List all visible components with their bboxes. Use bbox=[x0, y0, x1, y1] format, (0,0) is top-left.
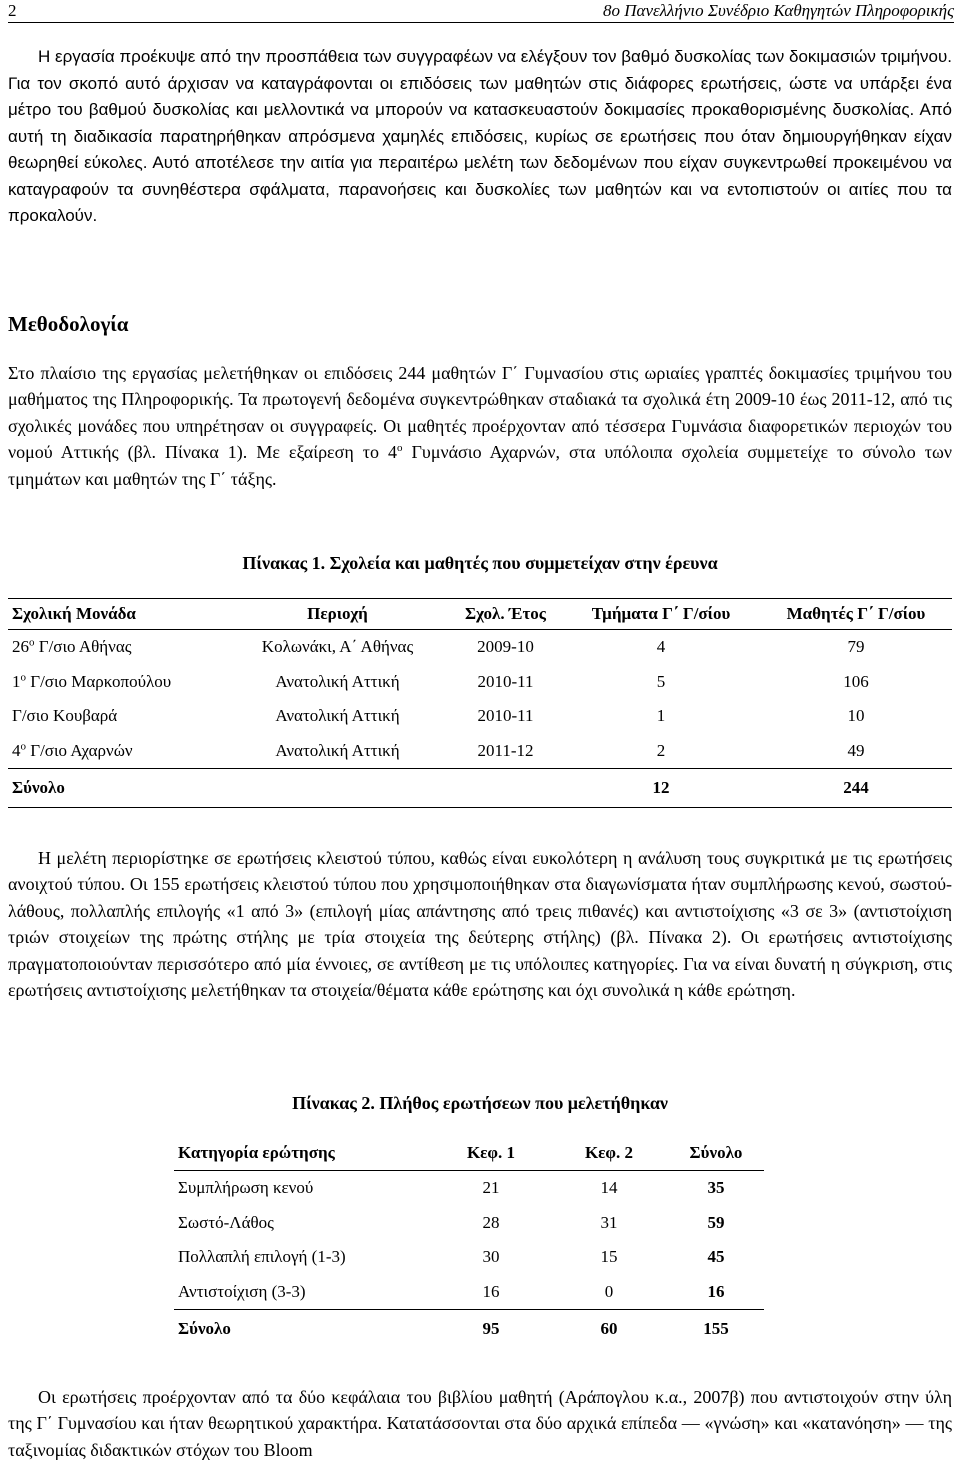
total-label: Σύνολο bbox=[8, 769, 226, 808]
students-cell: 49 bbox=[847, 740, 865, 760]
table-row bbox=[8, 699, 952, 734]
table2 bbox=[174, 1136, 764, 1348]
year-cell: 2011-12 bbox=[477, 740, 534, 760]
table-row bbox=[174, 1240, 764, 1275]
year-cell: 2009-10 bbox=[477, 637, 534, 657]
conference-title: 8ο Πανελλήνιο Συνέδριο Καθηγητών Πληροφορικής bbox=[603, 1, 954, 20]
empty-cell bbox=[449, 769, 562, 808]
classes-cell: 4 bbox=[656, 637, 666, 657]
table2-header-ch1: Κεφ. 1 bbox=[432, 1136, 550, 1171]
table2-header-ch2: Κεφ. 2 bbox=[550, 1136, 668, 1171]
questions-paragraph: Η μελέτη περιορίστηκε σε ερωτήσεις κλειστού τύπου, καθώς είναι ευκολότερη η ανάλυση τους συγκριτικά με τις ερωτήσεις ανοιχτού τύπου. Οι 155 ερωτήσεις κλειστού τύπου που χρησιμοποιήθηκαν στα διαγωνίσματα ήταν συμπλήρωσης κενού, σωστού-λάθους, πολλαπλής επιλογής «1 από 3» (επιλογή μίας απάντησης από τρεις πιθανές) και αντιστοίχισης «3 σε 3» (αντιστοίχιση τριών στοιχείων της πρώτης στήλης με τρία στοιχεία της δεύτερης στήλης) (βλ. Πίνακα 2). Οι ερωτήσεις αντιστοίχισης πραγματοποιούνταν περισσότερο από μία έννοιες, σε αντίθεση με τις υπόλοιπες κατηγορίες. Για να είναι δυνατή η σύγκριση, στις ερωτήσεις αντιστοίχισης μελετήθηκαν τα στοιχεία/θέματα κάθε ερώτησης και όχι συνολικά η κάθε ερώτηση. bbox=[8, 848, 952, 1001]
category-cell: Πολλαπλή επιλογή (1-3) bbox=[178, 1247, 346, 1267]
students-cell: 10 bbox=[847, 706, 865, 726]
table-row bbox=[8, 734, 952, 769]
intro-section bbox=[8, 44, 952, 230]
area-cell: Κολωνάκι, Α΄ Αθήνας bbox=[261, 637, 414, 657]
ch2-cell: 0 bbox=[604, 1281, 614, 1301]
ch2-cell: 14 bbox=[600, 1178, 618, 1198]
ch1-cell: 30 bbox=[482, 1247, 500, 1267]
table1-header-year: Σχολ. Έτος bbox=[449, 599, 562, 630]
ch1-cell: 28 bbox=[482, 1212, 500, 1232]
total-cell: 59 bbox=[707, 1212, 725, 1232]
table-row bbox=[8, 665, 952, 700]
methodology-heading: Μεθοδολογία bbox=[8, 312, 129, 336]
year-cell: 2010-11 bbox=[477, 671, 534, 691]
page-header bbox=[8, 0, 954, 23]
table1 bbox=[8, 598, 952, 808]
total-classes: 12 bbox=[562, 769, 760, 808]
year-cell: 2010-11 bbox=[477, 706, 534, 726]
final-paragraph: Οι ερωτήσεις προέρχονταν από τα δύο κεφάλαια του βιβλίου μαθητή (Αράπογλου κ.α., 2007β) που αντιστοιχούν στην ύλη της Γ΄ Γυμνασίου και ήταν θεωρητικού χαρακτήρα. Κατατάσσονται στα δύο αρχικά επίπεδα — «γνώση» και «κατανόηση» — της ταξινομίας διδακτικών στόχων του Bloom bbox=[8, 1387, 952, 1460]
methodology-paragraph bbox=[8, 360, 952, 492]
ch2-cell: 31 bbox=[600, 1212, 618, 1232]
intro-paragraph: Η εργασία προέκυψε από την προσπάθεια των συγγραφέων να ελέγξουν τον βαθμό δυσκολίας των δοκιμασιών τριμήνου. Για τον σκοπό αυτό άρχισαν να καταγράφονται οι επιδόσεις των μαθητών στις διάφορες ερωτήσεις, ώστε να υπάρξει ένα μέτρο του βαθμού δυσκολίας και μελλοντικά να μπορούν να κατασκευαστούν δοκιμασίες προκαθορισμένης δυσκολίας. Από αυτή τη διαδικασία παρατηρήθηκαν απρόσμενα χαμηλές επιδόσεις, κυρίως σε ερωτήσεις που όταν δημιουργήθηκαν είχαν θεωρηθεί εύκολες. Αυτό αποτέλεσε την αιτία για περαιτέρω μελέτη των δεδομένων που είχαν συγκεντρωθεί προκειμένου να καταγραφούν τα συνηθέστερα σφάλματα, παρανοήσεις και δυσκολίες των μαθητών και να εντοπιστούν οι αιτίες που τα προκαλούν. bbox=[8, 47, 952, 225]
total-cell: 16 bbox=[707, 1281, 725, 1301]
total-ch2: 60 bbox=[550, 1310, 668, 1349]
ch1-cell: 21 bbox=[482, 1178, 500, 1198]
classes-cell: 1 bbox=[656, 706, 666, 726]
table2-caption: Πίνακας 2. Πλήθος ερωτήσεων που μελετήθηκαν bbox=[292, 1093, 668, 1113]
total-cell: 35 bbox=[707, 1178, 725, 1198]
area-cell: Ανατολική Αττική bbox=[275, 671, 400, 691]
classes-cell: 2 bbox=[656, 740, 666, 760]
table2-header-category: Κατηγορία ερώτησης bbox=[174, 1136, 432, 1171]
school-cell: $26^o$ Γ/σιο Αθήνας bbox=[12, 636, 132, 657]
total-all: 155 bbox=[668, 1310, 764, 1349]
ch2-cell: 15 bbox=[600, 1247, 618, 1267]
category-cell: Συμπλήρωση κενού bbox=[178, 1178, 314, 1198]
table2-header-row bbox=[174, 1136, 764, 1171]
total-students: 244 bbox=[760, 769, 952, 808]
table1-header-school: Σχολική Μονάδα bbox=[8, 599, 226, 630]
classes-cell: 5 bbox=[656, 671, 666, 691]
area-cell: Ανατολική Αττική bbox=[275, 706, 400, 726]
table-row bbox=[174, 1206, 764, 1241]
total-cell: 45 bbox=[707, 1247, 725, 1267]
category-cell: Σωστό-Λάθος bbox=[178, 1212, 274, 1232]
category-cell: Αντιστοίχιση (3-3) bbox=[178, 1281, 306, 1301]
table1-total-row bbox=[8, 769, 952, 808]
methodology-text-before: Στο πλαίσιο της εργασίας μελετήθηκαν οι επιδόσεις 244 μαθητών Γ΄ Γυμνασίου στις ωριαίες γραπτές δοκιμασίες τριμήνου του μαθήματος της Πληροφορικής. Τα πρωτογενή δεδομένα συγκεντρώθηκαν σταδιακά τα σχολικά έτη 2009-10 έως 2011-12, από τις σχολικές μονάδες που υπηρέτησαν οι συγγραφείς. Οι μαθητές προέρχονταν από τέσσερα Γυμνάσια διαφορετικών περιοχών του νομού Αττικής (βλ. Πίνακα 1). Με εξαίρεση το 4 bbox=[8, 363, 952, 463]
students-cell: 106 bbox=[843, 671, 869, 691]
school-cell: Γ/σιο Κουβαρά bbox=[12, 706, 118, 726]
ch1-cell: 16 bbox=[482, 1281, 500, 1301]
school-cell: $4^o$ Γ/σιο Αχαρνών bbox=[12, 740, 133, 760]
area-cell: Ανατολική Αττική bbox=[275, 740, 400, 760]
table1-header-classes: Τμήματα Γ΄ Γ/σίου bbox=[562, 599, 760, 630]
table1-header-area: Περιοχή bbox=[226, 599, 449, 630]
students-cell: 79 bbox=[847, 637, 865, 657]
empty-cell bbox=[226, 769, 449, 808]
page-number: 2 bbox=[8, 1, 17, 20]
final-section bbox=[8, 1384, 952, 1463]
table2-total-row bbox=[174, 1310, 764, 1349]
table2-header-total: Σύνολο bbox=[668, 1136, 764, 1171]
methodology-text-after: Γυμνάσιο Αχαρνών, στα υπόλοιπα σχολεία συμμετείχε το σύνολο των τμημάτων και μαθητών της Γ΄ τάξης. bbox=[8, 442, 952, 489]
ordinal-sup: ο bbox=[397, 442, 403, 455]
questions-section bbox=[8, 845, 952, 1003]
school-cell: $1^o$ Γ/σιο Μαρκοπούλου bbox=[12, 671, 172, 691]
table1-header-row bbox=[8, 599, 952, 630]
table-row bbox=[8, 630, 952, 665]
table-row bbox=[174, 1275, 764, 1310]
methodology-section bbox=[8, 360, 952, 492]
total-ch1: 95 bbox=[432, 1310, 550, 1349]
table1-caption: Πίνακας 1. Σχολεία και μαθητές που συμμετείχαν στην έρευνα bbox=[242, 553, 718, 573]
table-row bbox=[174, 1171, 764, 1206]
table1-header-students: Μαθητές Γ΄ Γ/σίου bbox=[760, 599, 952, 630]
total-label: Σύνολο bbox=[174, 1310, 432, 1349]
